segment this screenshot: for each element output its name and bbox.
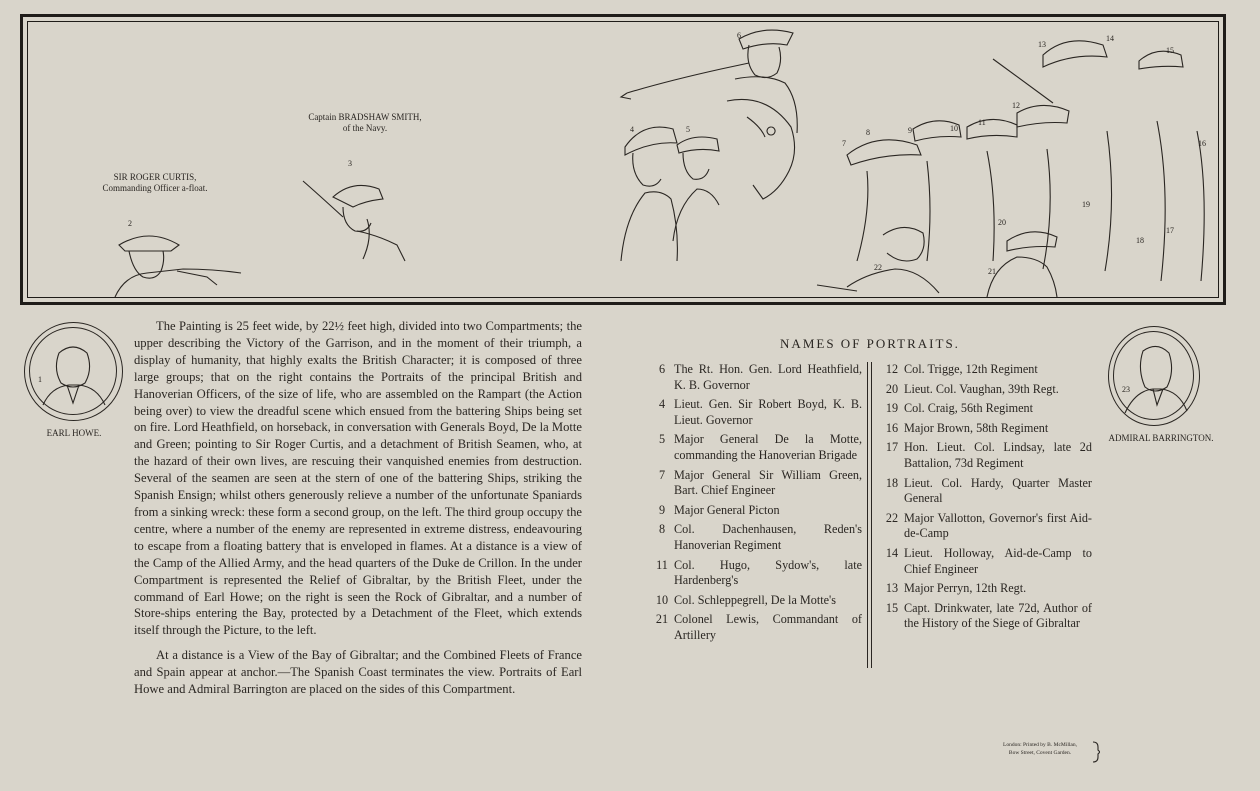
portrait-label-admiral-barrington: ADMIRAL BARRINGTON. <box>1108 433 1214 443</box>
caption-curtis-name: SIR ROGER CURTIS, <box>113 172 197 182</box>
figure-number: 8 <box>866 128 870 137</box>
imprint-line: Bow Street, Covent Garden. <box>1008 750 1072 756</box>
list-item <box>650 362 862 393</box>
list-item-number: 12 <box>885 362 899 376</box>
list-item <box>880 511 1092 542</box>
figure-number: 16 <box>1198 139 1206 148</box>
list-item-number: 19 <box>885 401 899 416</box>
figure-number: 6 <box>737 31 741 40</box>
printer-imprint <box>985 741 1095 757</box>
figure-number: 5 <box>686 125 690 134</box>
description-paragraph: At a distance is a View of the Bay of Gibraltar; and the Combined Fleets of France and Spain appear at anchor.—The Spanish Coast terminates the view. Portraits of Earl Howe and Admiral Barrington are placed on the sides of this Compartment. <box>134 648 582 697</box>
portrait-list-right <box>880 362 1092 636</box>
key-plate-figures <box>27 21 1219 298</box>
list-item <box>880 382 1092 398</box>
list-item <box>650 593 862 609</box>
figure-number: 3 <box>348 159 352 168</box>
caption-smith-role: of the Navy. <box>342 123 388 133</box>
list-item <box>650 558 862 589</box>
list-item-text: Col. Hugo, Sydow's, late Hardenberg's <box>674 557 862 588</box>
list-item <box>880 601 1092 632</box>
list-item <box>880 476 1092 507</box>
portrait-number: 23 <box>1122 385 1130 394</box>
list-item <box>650 397 862 428</box>
figure-number: 14 <box>1106 34 1114 43</box>
figure-number: 21 <box>988 267 996 276</box>
list-item-text: Col. Dachenhausen, Reden's Hanoverian Regiment <box>674 522 862 552</box>
painting-description <box>134 318 582 698</box>
figure-number: 17 <box>1166 226 1174 235</box>
list-item-number: 22 <box>885 510 899 525</box>
list-item <box>650 468 862 499</box>
list-item-text: Major General Sir William Green, Bart. Chief Engineer <box>674 467 862 498</box>
list-item-number: 21 <box>655 612 669 627</box>
portrait-medallion-earl-howe <box>24 322 123 421</box>
portrait-earl-howe-sketch <box>25 323 121 419</box>
portrait-admiral-barrington-sketch <box>1109 327 1198 424</box>
list-item <box>650 503 862 519</box>
figure-smith-sketch <box>303 181 405 261</box>
figure-number: 20 <box>998 218 1006 227</box>
list-item-text: Hon. Lieut. Col. Lindsay, late 2d Battalion, 73d Regiment <box>904 440 1092 470</box>
list-item-text: Major Vallotton, Governor's first Aid-de-Camp <box>904 510 1092 541</box>
figure-number: 19 <box>1082 200 1090 209</box>
figure-number: 7 <box>842 139 846 148</box>
list-item <box>880 362 1092 378</box>
figure-number: 4 <box>630 125 634 134</box>
figure-number: 12 <box>1012 101 1020 110</box>
figure-number: 2 <box>128 219 132 228</box>
description-paragraph: The Painting is 25 feet wide, by 22½ feet high, divided into two Compartments; the upper describing the Victory of the Garrison, and in the moment of their triumph, a display of humanity, that highly exalts the British Character; it is composed of three large groups; that on the right contains the Portraits of the principal British and Hanoverian Officers, of the size of life, who are assembled on the Rampart (the Action being over) to view the dreadful scene which ensued from the battering Ships being set on fire. Lord Heathfield, on horseback, in conversation with Generals Boyd, De la Motte and Green; pointing to Sir Roger Curtis, and a detachment of British Seamen, who, at the hazard of their own lives, are rescuing their vanquished enemies from destruction. Several of the seamen are seen at the stern of one of the battering Ships, striking the Spanish Ensign; whilst others generously relieve a number of the unfortunate Spaniards from a sinking wreck: these form a second group, on the left. The third group occupy the centre, where a number of the enemy are represented in extreme distress, endeavouring to escape from a floating battery that is enveloped in flames. At a distance is a view of the Camp of the Allied Army, and the head quarters of the Duke de Crillon. In the under Compartment is represented the Relief of Gibraltar, by the British Fleet, under the command of Earl Howe; on the right is seen the Rock of Gibraltar, and a number of Store-ships entering the Bay, protected by a Detachment of the Fleet, which extends itself through the Picture, to the left. <box>134 319 582 638</box>
figure-number: 15 <box>1166 46 1174 55</box>
list-item <box>650 432 862 463</box>
list-item <box>880 581 1092 597</box>
list-item-number: 10 <box>655 592 669 607</box>
portrait-label-earl-howe: EARL HOWE. <box>46 428 102 438</box>
column-divider <box>867 362 872 668</box>
figure-number: 9 <box>908 126 912 135</box>
list-item <box>650 522 862 553</box>
figure-number: 18 <box>1136 236 1144 245</box>
list-item-text: Col. Schleppegrell, De la Motte's <box>674 592 836 607</box>
list-item <box>880 421 1092 437</box>
imprint-brace <box>1092 741 1100 763</box>
list-item-text: Colonel Lewis, Commandant of Artillery <box>674 612 862 642</box>
list-item-number: 7 <box>658 467 666 482</box>
list-item-number: 20 <box>885 381 899 396</box>
list-item-text: Col. Craig, 56th Regiment <box>904 401 1033 416</box>
list-item <box>650 612 862 643</box>
portrait-list-left <box>650 362 862 648</box>
list-item <box>880 440 1092 471</box>
list-item-number: 13 <box>885 581 899 596</box>
caption-smith-name: Captain BRADSHAW SMITH, <box>308 112 422 122</box>
list-item <box>880 401 1092 417</box>
names-of-portraits-title: NAMES OF PORTRAITS. <box>780 336 960 351</box>
figure-number: 11 <box>978 118 986 127</box>
figure-heathfield-sketch <box>621 30 797 199</box>
list-item-number: 9 <box>658 502 666 517</box>
list-item-number: 11 <box>656 557 668 572</box>
figure-officers-group-sketch <box>621 41 1204 297</box>
list-item-number: 16 <box>885 420 899 435</box>
list-item-text: Major Brown, 58th Regiment <box>904 420 1049 435</box>
figure-curtis-sketch <box>115 236 241 297</box>
portrait-number: 1 <box>38 375 42 384</box>
list-item-text: Col. Trigge, 12th Regiment <box>904 362 1038 376</box>
list-item-number: 18 <box>885 475 899 490</box>
list-item-text: Major Perryn, 12th Regt. <box>904 581 1027 596</box>
list-item-number: 17 <box>885 440 899 455</box>
list-item-text: Capt. Drinkwater, late 72d, Author of the History of the Siege of Gibraltar <box>904 600 1092 631</box>
imprint-line: London: Printed by B. McMillan, <box>1003 742 1077 748</box>
list-item-text: Lieut. Holloway, Aid-de-Camp to Chief Engineer <box>904 545 1092 576</box>
list-item-text: The Rt. Hon. Gen. Lord Heathfield, K. B. Governor <box>674 362 862 392</box>
caption-curtis-role: Commanding Officer a-float. <box>102 183 208 193</box>
list-item-text: Major General De la Motte, commanding the Hanoverian Brigade <box>674 432 862 462</box>
list-item-number: 14 <box>885 545 899 560</box>
portrait-medallion-admiral-barrington <box>1108 326 1200 426</box>
list-item-number: 8 <box>658 522 666 537</box>
list-item-text: Lieut. Col. Vaughan, 39th Regt. <box>904 381 1059 396</box>
list-item-number: 15 <box>885 600 899 615</box>
list-item-number: 6 <box>658 362 666 376</box>
figure-number: 13 <box>1038 40 1046 49</box>
list-item-text: Lieut. Col. Hardy, Quarter Master General <box>904 475 1092 506</box>
list-item-text: Lieut. Gen. Sir Robert Boyd, K. B. Lieut. Governor <box>674 397 862 427</box>
list-item-number: 4 <box>658 397 666 412</box>
list-item-number: 5 <box>658 432 666 447</box>
figure-number: 22 <box>874 263 882 272</box>
list-item <box>880 546 1092 577</box>
list-item-text: Major General Picton <box>674 502 780 517</box>
figure-number: 10 <box>950 124 958 133</box>
